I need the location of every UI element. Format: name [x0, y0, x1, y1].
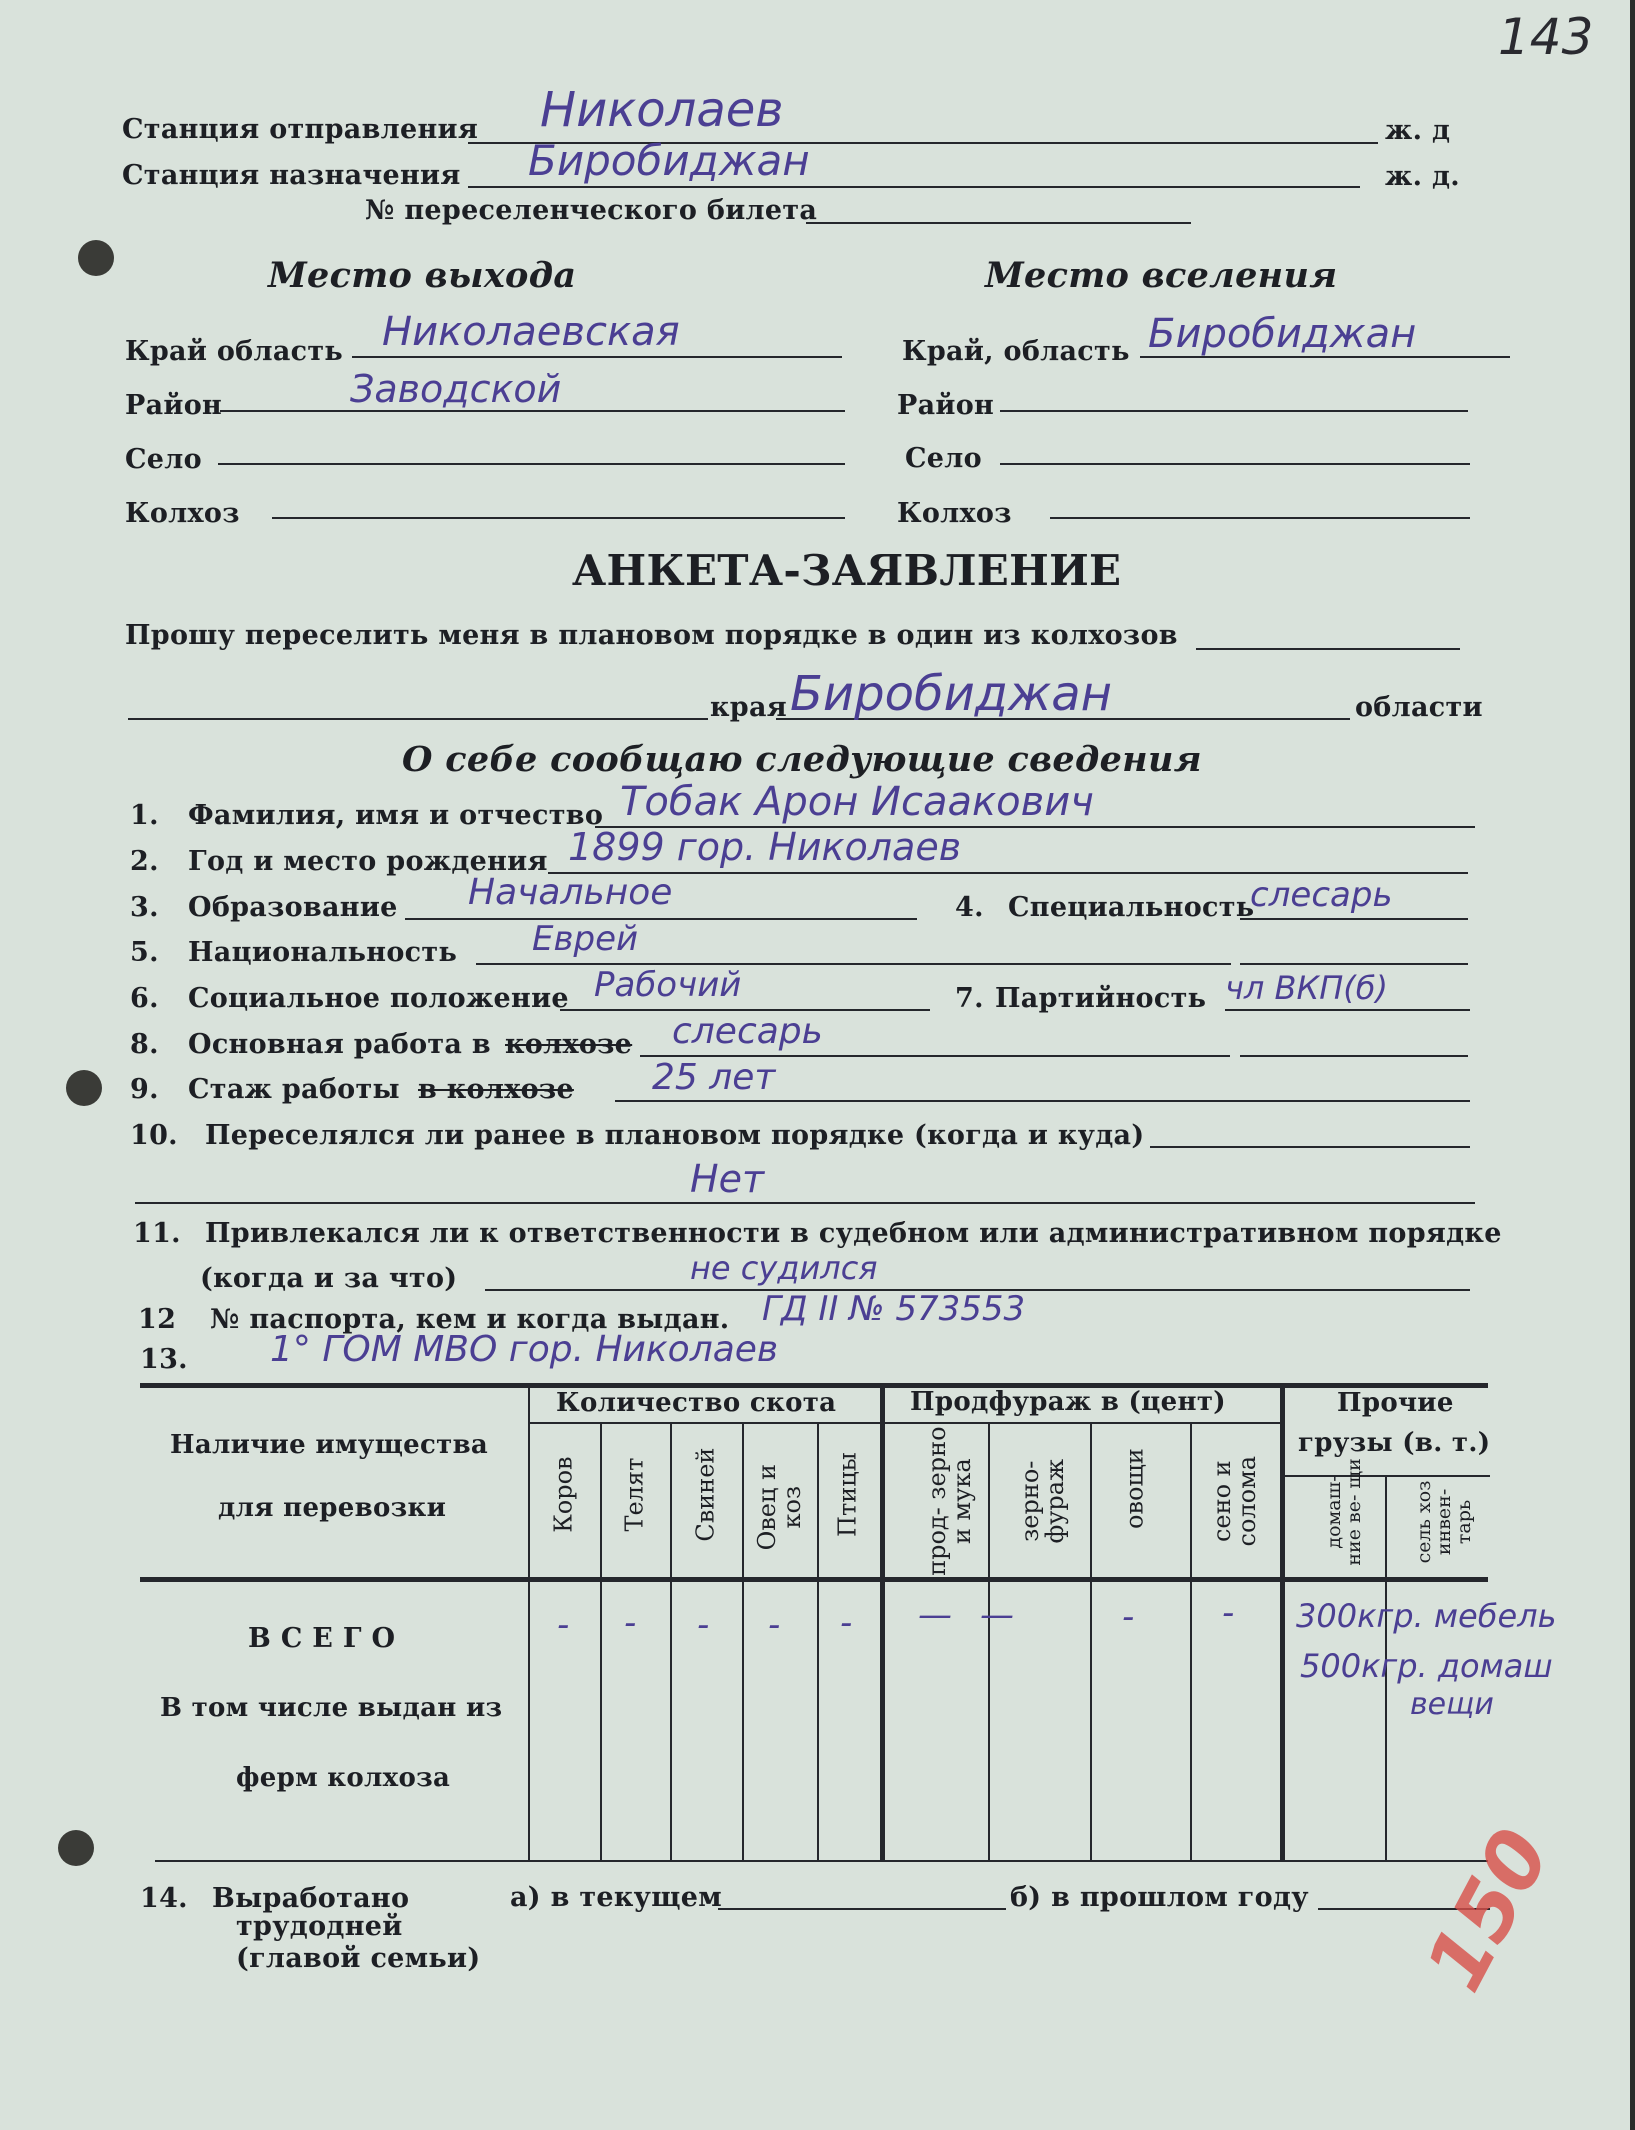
- col-divider-7: [1090, 1422, 1092, 1860]
- field-11-label-2: (когда и за что): [200, 1263, 458, 1294]
- origin-village-label: Село: [125, 444, 202, 475]
- departure-value: Николаев: [540, 82, 784, 138]
- workdays-past-label: б) в прошлом году: [1010, 1882, 1309, 1913]
- dash-vegetables: -: [1122, 1597, 1135, 1637]
- field-9-label: Стаж работы: [188, 1074, 400, 1105]
- field-12-value: ГД II № 573553: [762, 1289, 1026, 1329]
- field-2-num: 2.: [130, 846, 159, 877]
- farm-label: ферм колхоза: [236, 1763, 451, 1793]
- field-7-label: Партийность: [995, 983, 1207, 1014]
- col-calves: Телят: [620, 1457, 649, 1532]
- request-text: Прошу переселить меня в плановом порядке в один из колхозов: [125, 620, 1178, 651]
- col-sheep: Овец и коз: [752, 1463, 806, 1551]
- field-7-line: [1225, 1009, 1470, 1011]
- departure-label: Станция отправления: [122, 114, 479, 145]
- col-vegetables: овощи: [1120, 1448, 1149, 1529]
- group-other-2: грузы (в. т.): [1298, 1428, 1491, 1458]
- field-4-value: слесарь: [1250, 875, 1393, 915]
- rail-suffix-1: ж. д: [1385, 115, 1451, 146]
- other-value-3: вещи: [1410, 1687, 1494, 1722]
- field-6-num: 6.: [130, 983, 159, 1014]
- workdays-num: 14.: [140, 1883, 188, 1914]
- col-divider-5: [880, 1385, 885, 1860]
- destination-label: Станция назначения: [122, 160, 461, 191]
- origin-district-value: Заводской: [350, 367, 562, 411]
- col-cows: Коров: [549, 1456, 578, 1533]
- settlement-kolkhoz-label: Колхоз: [897, 498, 1012, 529]
- field-8-struck: колхозе: [505, 1029, 633, 1060]
- field-4-line: [1240, 918, 1468, 920]
- field-4-label: Специальность: [1008, 892, 1255, 923]
- dash-cows: -: [557, 1605, 570, 1645]
- origin-kolkhoz-line: [272, 517, 845, 519]
- kraya-left-line: [128, 718, 708, 720]
- dash-sheep: -: [768, 1605, 781, 1645]
- field-8-line-right: [1240, 1055, 1468, 1057]
- field-6-label: Социальное положение: [188, 983, 569, 1014]
- row-header-2: для перевозки: [218, 1493, 447, 1523]
- punch-hole-middle: [66, 1070, 102, 1106]
- field-1-value: Тобак Арон Исаакович: [620, 779, 1094, 825]
- dash-pigs: -: [697, 1605, 710, 1645]
- origin-region-value: Николаевская: [382, 309, 680, 355]
- settlement-district-line: [1000, 410, 1468, 412]
- field-10-num: 10.: [130, 1120, 178, 1151]
- total-label: ВСЕГО: [248, 1623, 406, 1654]
- origin-title: Место выхода: [268, 255, 577, 296]
- oblasti-label: области: [1355, 692, 1483, 723]
- field-3-label: Образование: [188, 892, 398, 923]
- group-fodder: Продфураж в (цент): [910, 1387, 1226, 1417]
- col-divider-2: [670, 1422, 672, 1860]
- field-9-line: [615, 1100, 1470, 1102]
- field-13-value: 1° ГОМ МВО гор. Николаев: [270, 1329, 779, 1370]
- other-value-1: 300кгр. мебель: [1296, 1597, 1557, 1635]
- col-pigs: Свиней: [691, 1447, 720, 1542]
- settlement-region-label: Край, область: [902, 336, 1130, 367]
- field-3-line: [405, 918, 917, 920]
- workdays-label-3: (главой семьи): [236, 1943, 481, 1974]
- field-2-label: Год и место рождения: [188, 846, 548, 877]
- settlement-village-label: Село: [905, 443, 982, 474]
- col-divider-1: [600, 1422, 602, 1860]
- col-birds: Птицы: [833, 1452, 862, 1537]
- settlement-village-line: [1000, 463, 1470, 465]
- table-header-bottom: [140, 1577, 1488, 1582]
- field-10-label: Переселялся ли ранее в плановом порядке (когда и куда): [205, 1120, 1145, 1151]
- workdays-label-2: трудодней: [236, 1911, 403, 1942]
- field-8-label: Основная работа в: [188, 1029, 491, 1060]
- field-11-num: 11.: [133, 1218, 181, 1249]
- field-10-value: Нет: [690, 1157, 765, 1201]
- field-1-num: 1.: [130, 800, 159, 831]
- settlement-district-label: Район: [897, 390, 995, 421]
- livestock-group-line: [530, 1422, 885, 1424]
- page-number: 143: [1498, 8, 1594, 66]
- dash-calves: -: [624, 1603, 637, 1643]
- field-5-num: 5.: [130, 937, 159, 968]
- field-2-value: 1899 гор. Николаев: [568, 825, 962, 869]
- field-5-label: Национальность: [188, 937, 458, 968]
- settlement-kolkhoz-line: [1050, 517, 1470, 519]
- field-11-label: Привлекался ли к ответственности в судебном или административном порядке: [205, 1218, 1502, 1249]
- kraya-label: края: [710, 692, 788, 723]
- field-8-num: 8.: [130, 1029, 159, 1060]
- about-title: О себе сообщаю следующие сведения: [402, 739, 1202, 780]
- col-divider-4: [817, 1422, 819, 1860]
- col-household: домаш- ние ве- щи: [1323, 1458, 1365, 1566]
- incl-label: В том числе выдан из: [160, 1693, 503, 1723]
- col-hay: сено и солома: [1207, 1455, 1261, 1547]
- col-divider-9: [1280, 1385, 1285, 1860]
- field-12-label: № паспорта, кем и когда выдан.: [210, 1304, 730, 1335]
- field-6-value: Рабочий: [594, 965, 742, 1005]
- kraya-value: Биробиджан: [790, 666, 1112, 722]
- group-livestock: Количество скота: [556, 1388, 837, 1418]
- field-12-num: 12: [138, 1304, 177, 1335]
- fodder-group-line: [885, 1422, 1285, 1424]
- col-divider-6: [988, 1422, 990, 1860]
- field-5-line: [476, 963, 1231, 965]
- field-3-num: 3.: [130, 892, 159, 923]
- group-other-1: Прочие: [1337, 1388, 1454, 1418]
- field-9-value: 25 лет: [652, 1057, 776, 1098]
- other-value-2: 500кгр. домаш: [1300, 1647, 1553, 1685]
- field-2-line: [548, 872, 1468, 874]
- origin-kolkhoz-label: Колхоз: [125, 498, 240, 529]
- destination-line: [468, 186, 1360, 188]
- col-grain-flour: прод- зерно и мука: [922, 1426, 976, 1576]
- rail-suffix-2: ж. д.: [1385, 161, 1460, 192]
- field-1-label: Фамилия, имя и отчество: [188, 800, 604, 831]
- red-archive-mark: 150: [1407, 1814, 1569, 2006]
- dash-hay: -: [1222, 1593, 1235, 1633]
- workdays-current-label: а) в текущем: [510, 1882, 722, 1913]
- punch-hole-bottom: [58, 1830, 94, 1866]
- col-divider-3: [742, 1422, 744, 1860]
- workdays-label-1: Выработано: [212, 1883, 410, 1914]
- origin-village-line: [218, 463, 845, 465]
- field-10-line-2: [135, 1202, 1475, 1204]
- settlement-region-value: Биробиджан: [1148, 311, 1417, 357]
- dash-grain-fodder: —: [980, 1595, 1014, 1635]
- workdays-current-line: [718, 1908, 1006, 1910]
- origin-district-label: Район: [125, 390, 223, 421]
- punch-hole-top: [78, 240, 114, 276]
- request-line: [1196, 648, 1460, 650]
- field-11-value: не судился: [690, 1249, 878, 1287]
- field-5-value: Еврей: [532, 919, 639, 959]
- field-9-num: 9.: [130, 1074, 159, 1105]
- field-3-value: Начальное: [468, 872, 673, 913]
- settlement-title: Место вселения: [985, 255, 1338, 296]
- row-header-1: Наличие имущества: [170, 1430, 489, 1460]
- destination-value: Биробиджан: [528, 136, 810, 185]
- field-5-line-right: [1240, 963, 1468, 965]
- dash-birds: -: [840, 1603, 853, 1643]
- field-7-num: 7.: [955, 983, 984, 1014]
- field-9-struck: в колхозе: [418, 1074, 574, 1105]
- col-farm-tools: сель хоз инвен- тарь: [1413, 1480, 1475, 1564]
- origin-region-label: Край область: [125, 336, 344, 367]
- col-divider-8: [1190, 1422, 1192, 1860]
- field-8-value: слесарь: [672, 1011, 823, 1052]
- field-7-value: чл ВКП(б): [1225, 969, 1388, 1007]
- col-grain-fodder: зерно- фураж: [1015, 1458, 1069, 1544]
- field-4-num: 4.: [955, 892, 984, 923]
- col-divider-0: [528, 1385, 530, 1860]
- ticket-line: [806, 222, 1191, 224]
- field-13-num: 13.: [140, 1344, 188, 1375]
- dash-grain-flour: —: [918, 1595, 952, 1635]
- table-bottom-border: [155, 1860, 1488, 1862]
- field-10-line: [1150, 1146, 1470, 1148]
- form-title: АНКЕТА-ЗАЯВЛЕНИЕ: [572, 546, 1122, 595]
- origin-region-line: [352, 356, 842, 358]
- ticket-label: № переселенческого билета: [365, 195, 818, 226]
